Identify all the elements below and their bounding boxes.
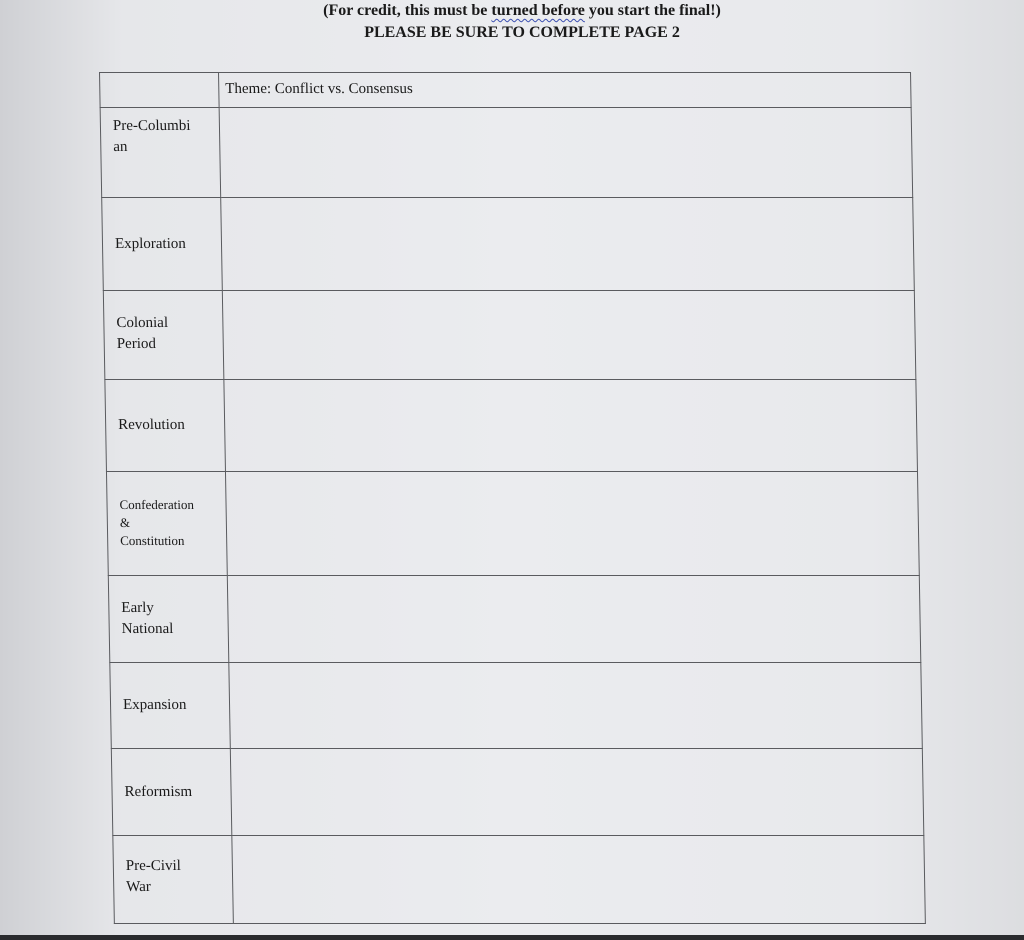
era-label-text: Revolution xyxy=(118,417,185,433)
page-header xyxy=(0,0,1024,44)
era-label-exploration xyxy=(102,198,223,291)
era-label-text: Expansion xyxy=(122,697,187,713)
monitor-bezel xyxy=(0,935,1024,940)
credit-notice-start: (For credit, this must be xyxy=(323,2,492,19)
answer-cell[interactable] xyxy=(224,380,918,472)
answer-cell[interactable] xyxy=(221,198,915,291)
table-row xyxy=(105,380,918,472)
era-label-text: Pre-Civil War xyxy=(125,858,181,895)
era-label-text: Pre-Columbi an xyxy=(112,118,191,155)
answer-cell[interactable] xyxy=(227,576,921,663)
era-label-revolution xyxy=(105,380,226,472)
era-label-early-national xyxy=(108,576,229,663)
table-header-row xyxy=(100,73,912,108)
theme-heading: Theme: Conflict vs. Consensus xyxy=(219,73,912,108)
table-row xyxy=(100,108,913,198)
credit-notice-underlined: turned before xyxy=(491,2,585,19)
answer-cell[interactable] xyxy=(229,663,923,749)
answer-cell[interactable] xyxy=(225,472,919,576)
credit-notice xyxy=(0,0,1024,22)
answer-cell[interactable] xyxy=(230,749,924,836)
table-row xyxy=(110,663,923,749)
answer-cell[interactable] xyxy=(232,836,926,924)
era-label-pre-civil-war xyxy=(113,836,234,924)
era-label-colonial xyxy=(103,291,224,380)
era-label-reformism xyxy=(111,749,232,836)
table-row xyxy=(108,576,921,663)
era-label-confederation xyxy=(106,472,227,576)
era-label-expansion xyxy=(110,663,231,749)
era-label-text: Exploration xyxy=(114,235,186,252)
table-row xyxy=(106,472,919,576)
theme-table xyxy=(99,72,926,924)
complete-page-notice: PLEASE BE SURE TO COMPLETE PAGE 2 xyxy=(364,24,680,41)
era-label-text: Colonial Period xyxy=(116,315,169,352)
answer-cell[interactable] xyxy=(222,291,916,380)
table-row xyxy=(102,198,915,291)
era-label-pre-columbian xyxy=(100,108,221,198)
corner-cell xyxy=(100,73,220,108)
table-row xyxy=(113,836,926,924)
era-label-text: Confederation & Constitution xyxy=(119,497,195,548)
table-row xyxy=(103,291,916,380)
answer-cell[interactable] xyxy=(219,108,913,198)
era-label-text: Reformism xyxy=(124,783,193,800)
table-row xyxy=(111,749,924,836)
credit-notice-end: you start the final!) xyxy=(584,2,721,19)
era-label-text: Early National xyxy=(121,600,174,637)
